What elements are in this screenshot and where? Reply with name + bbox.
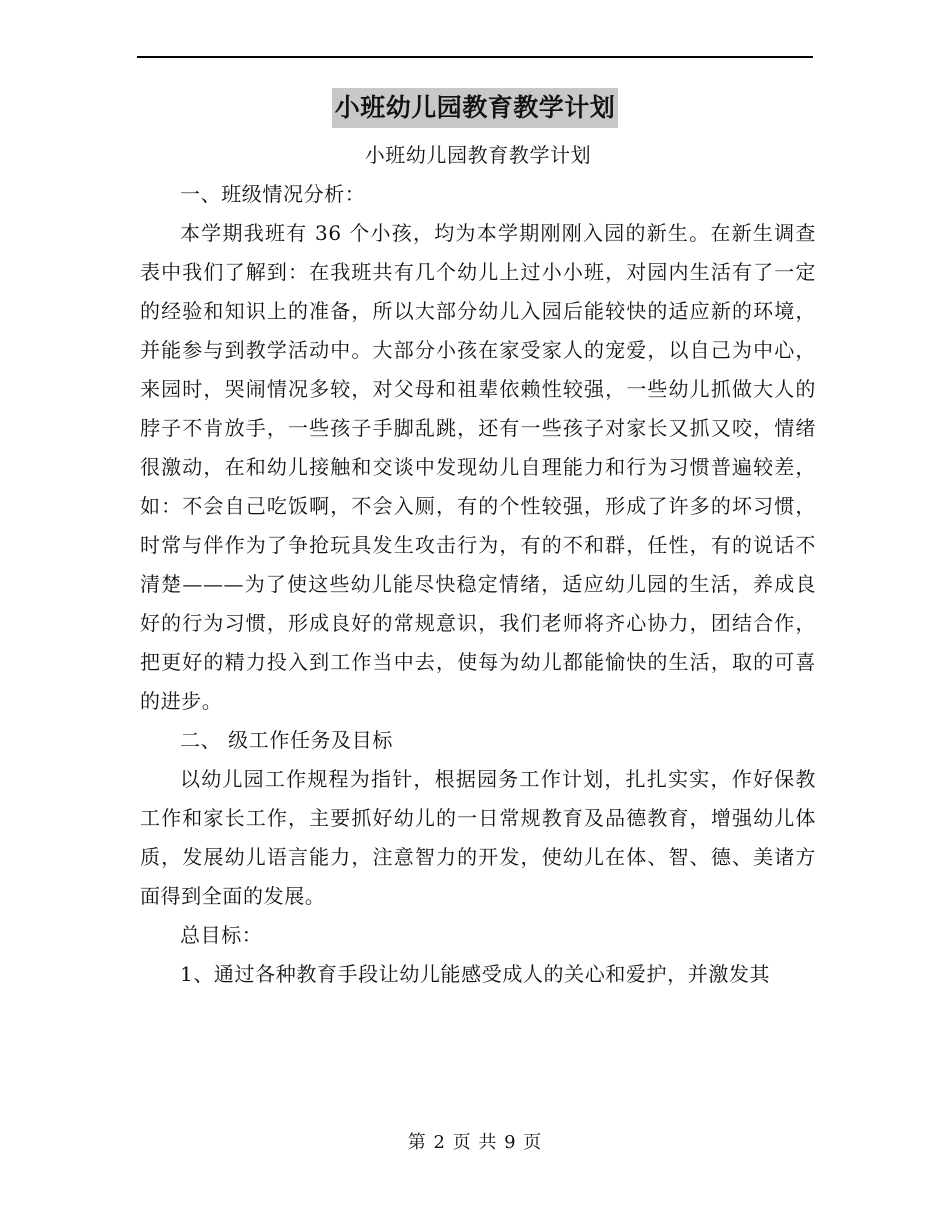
page-footer [0,1128,950,1158]
list-item-goal-1: 1、通过各种教育手段让幼儿能感受成人的关心和爱护，并激发其 [180,962,771,986]
section-heading-class-analysis: 一、班级情况分析： [180,182,366,206]
document-body [140,136,816,994]
heading-overall-goal: 总目标： [180,923,263,947]
page-number: 第 2 页 共 9 页 [407,1132,543,1153]
header-rule [137,56,813,58]
paragraph-tasks-goals: 以幼儿园工作规程为指针，根据园务工作计划，扎扎实实，作好保教工作和家长工作，主要抓好幼儿的一日常规教育及品德教育，增强幼儿体质，发展幼儿语言能力，注意智力的开发，使幼儿在体、智、德、美诸方面得到全面的发展。 [140,767,816,908]
section-heading-tasks-goals: 二、 级工作任务及目标 [180,728,393,752]
document-title[interactable]: 小班幼儿园教育教学计划 [332,88,619,128]
document-title-container [0,88,950,128]
paragraph-class-analysis: 本学期我班有 36 个小孩，均为本学期刚刚入园的新生。在新生调查表中我们了解到：在我班共有几个幼儿上过小小班，对园内生活有了一定的经验和知识上的准备，所以大部分幼儿入园后能较快的适应新的环境，并能参与到教学活动中。大部分小孩在家受家人的宠爱，以自己为中心，来园时，哭闹情况多较，对父母和祖辈依赖性较强，一些幼儿抓做大人的脖子不肯放手，一些孩子手脚乱跳，还有一些孩子对家长又抓又咬，情绪很激动，在和幼儿接触和交谈中发现幼儿自理能力和行为习惯普遍较差，如：不会自己吃饭啊，不会入厕，有的个性较强，形成了许多的坏习惯，时常与伴作为了争抢玩具发生攻击行为，有的不和群，任性，有的说话不清楚———为了使这些幼儿能尽快稳定情绪，适应幼儿园的生活，养成良好的行为习惯，形成良好的常规意识，我们老师将齐心协力，团结合作，把更好的精力投入到工作当中去，使每为幼儿都能愉快的生活，取的可喜的进步。 [140,221,816,713]
document-subtitle: 小班幼儿园教育教学计划 [364,143,592,167]
